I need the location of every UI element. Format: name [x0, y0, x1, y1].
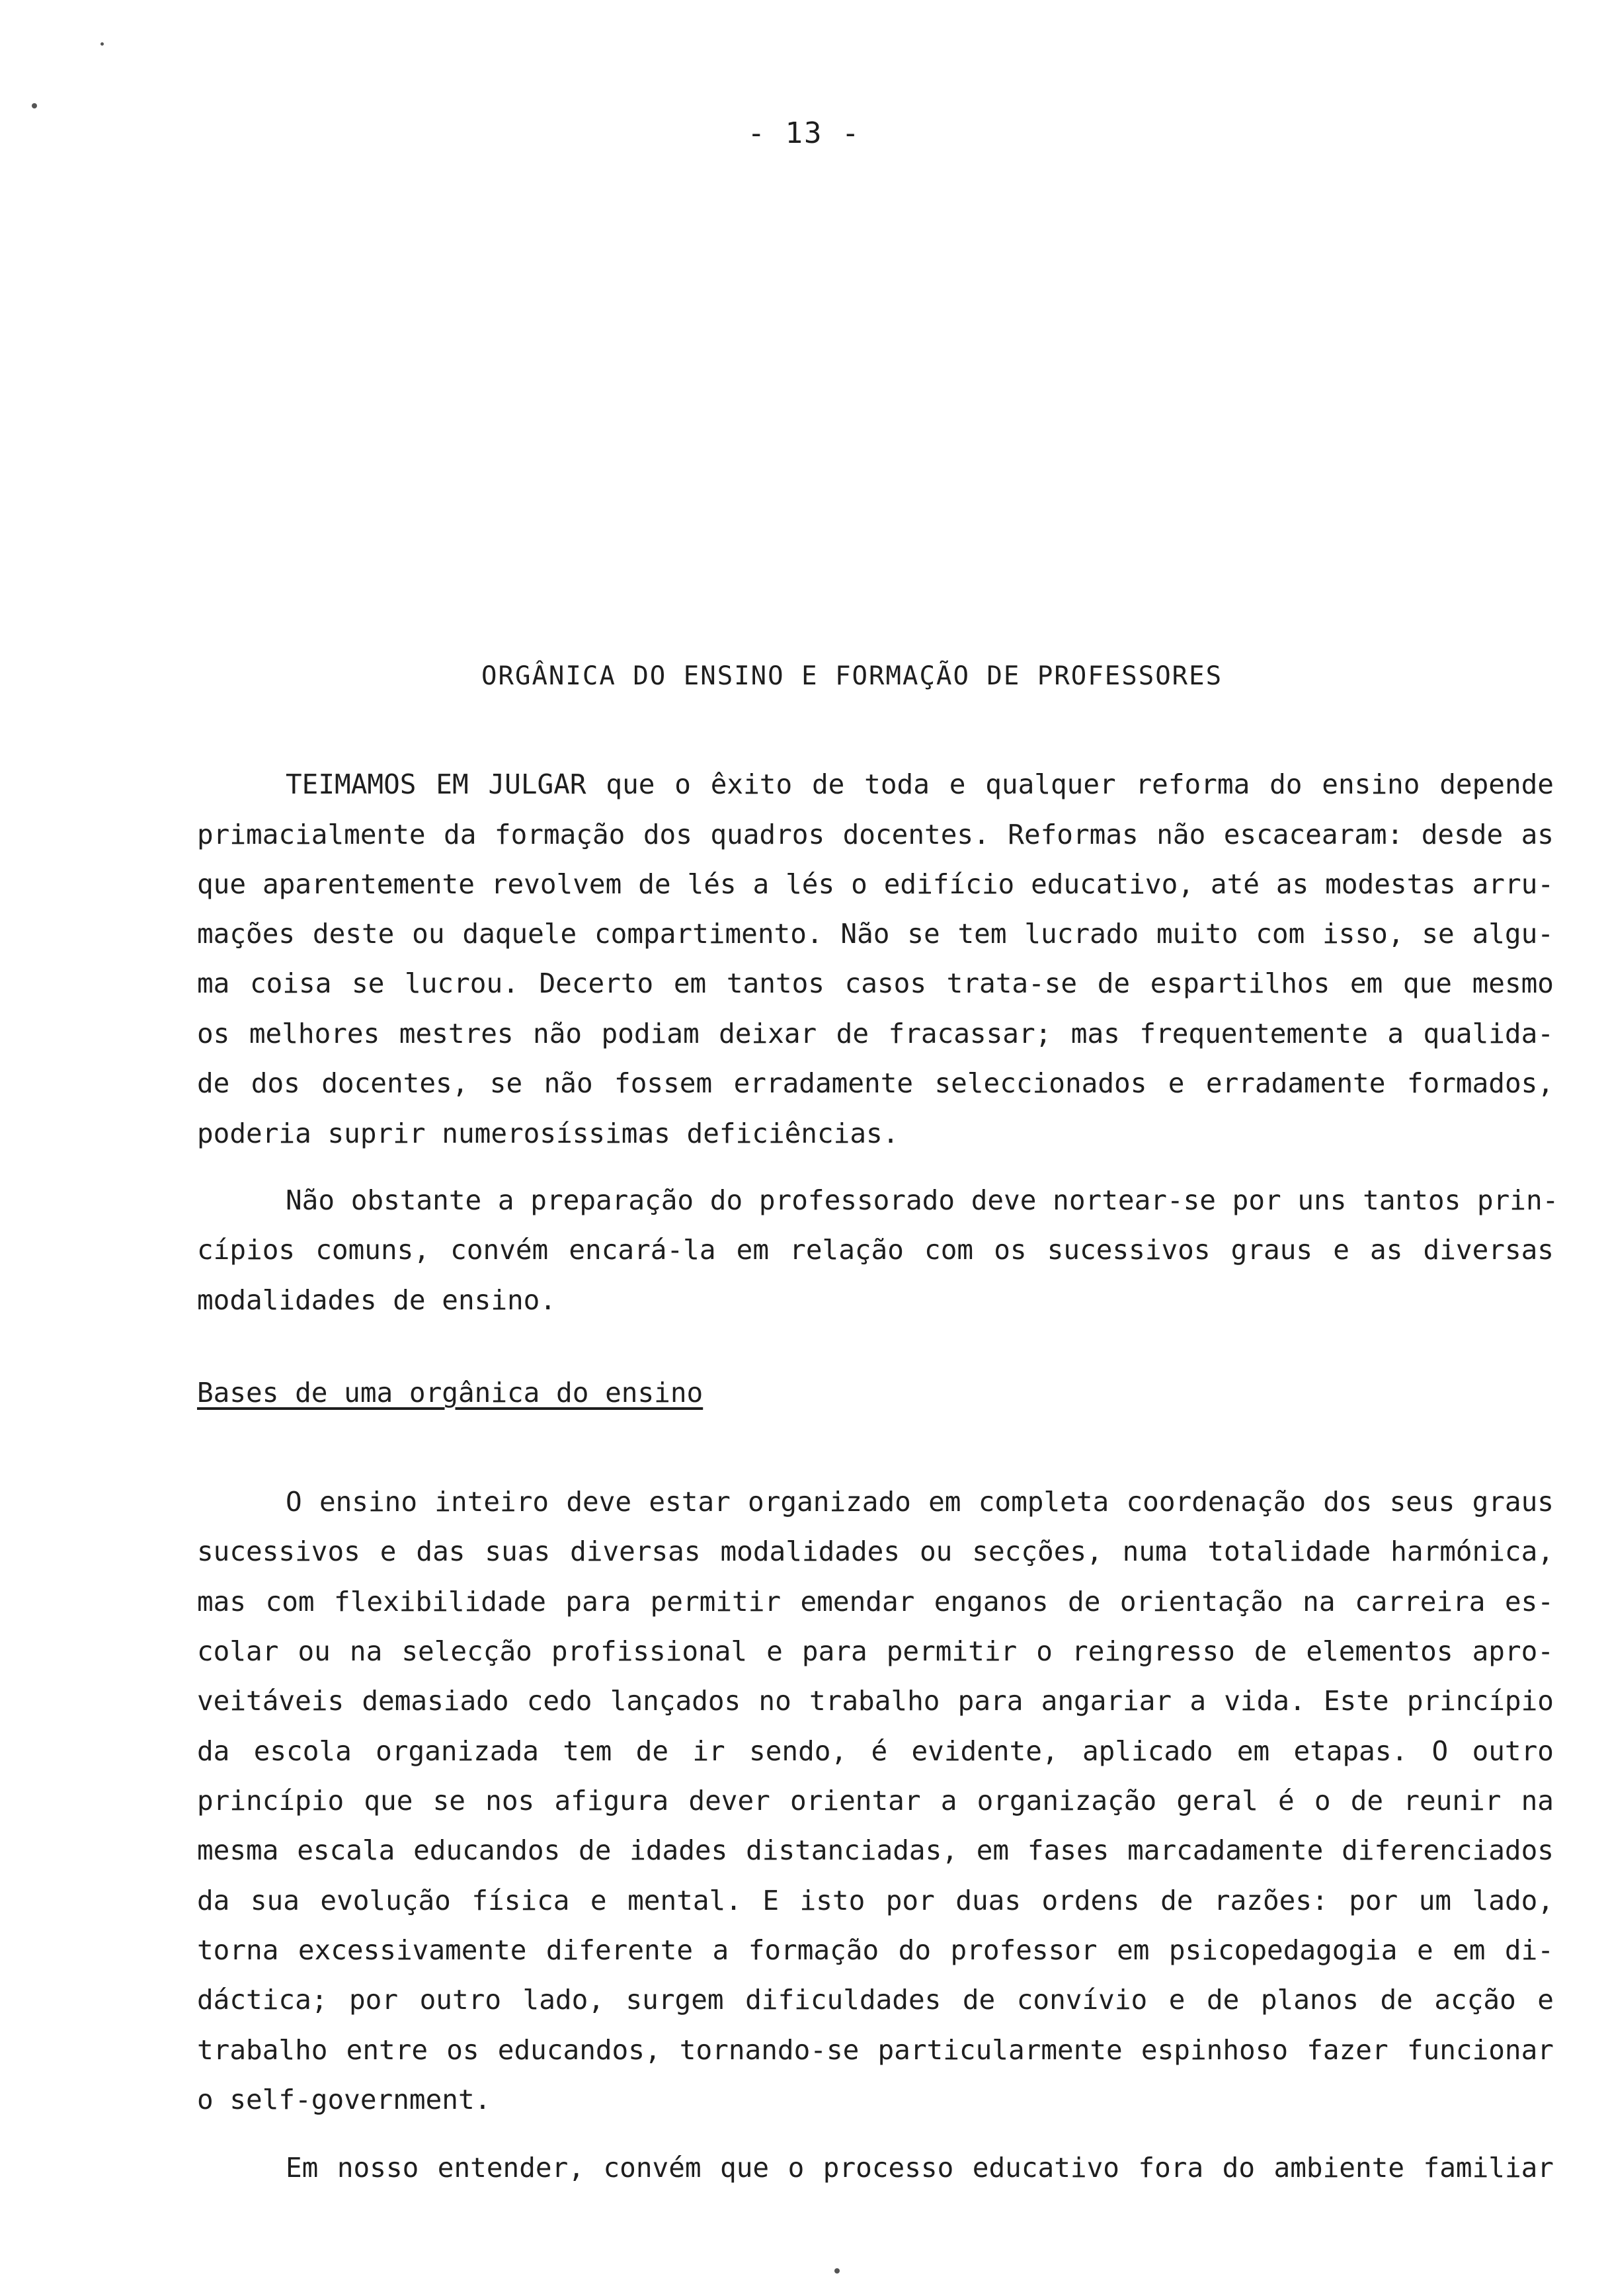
section-paragraph-1-line-4: colar ou na selecção profissional e para permitir o reingresso de elementos apro-: [197, 1635, 1554, 1667]
paragraph-1-line-6: os melhores mestres não podiam deixar de fracassar; mas frequentemente a qualida-: [197, 1018, 1554, 1049]
paragraph-2-line-2: cípios comuns, convém encará-la em relação com os sucessivos graus e as diversas: [197, 1234, 1554, 1266]
paragraph-1-line-2: primacialmente da formação dos quadros docentes. Reformas não escacearam: desde as: [197, 819, 1554, 850]
section-paragraph-1-line-10: torna excessivamente diferente a formação do professor em psicopedagogia e em di-: [197, 1934, 1554, 1966]
section-paragraph-1-line-12: trabalho entre os educandos, tornando-se particularmente espinhoso fazer funcionar: [197, 2034, 1554, 2066]
section-paragraph-1-line-7: princípio que se nos afigura dever orientar a organização geral é o de reunir na: [197, 1785, 1554, 1817]
section-paragraph-1-line-9: da sua evolução física e mental. E isto por duas ordens de razões: por um lado,: [197, 1885, 1554, 1916]
paragraph-2-line-3: modalidades de ensino.: [197, 1284, 557, 1316]
section-paragraph-1-line-1: O ensino inteiro deve estar organizado em completa coordenação dos seus graus: [286, 1486, 1554, 1518]
paragraph-2-line-1: Não obstante a preparação do professorado deve nortear-se por uns tantos prin-: [286, 1184, 1559, 1216]
section-paragraph-1-line-6: da escola organizada tem de ir sendo, é evidente, aplicado em etapas. O outro: [197, 1735, 1554, 1767]
section-paragraph-1-line-5: veitáveis demasiado cedo lançados no trabalho para angariar a vida. Este princípio: [197, 1685, 1554, 1717]
scan-speck: [32, 103, 37, 108]
page-number: - 13 -: [747, 116, 861, 150]
page-title: ORGÂNICA DO ENSINO E FORMAÇÃO DE PROFESSORES: [481, 661, 1223, 691]
section-paragraph-1-line-2: sucessivos e das suas diversas modalidades ou secções, numa totalidade harmónica,: [197, 1536, 1554, 1567]
paragraph-1-line-7: de dos docentes, se não fossem erradamente seleccionados e erradamente formados,: [197, 1067, 1554, 1099]
paragraph-1-line-5: ma coisa se lucrou. Decerto em tantos casos trata-se de espartilhos em que mesmo: [197, 967, 1554, 999]
paragraph-1-line-4: mações deste ou daquele compartimento. Não se tem lucrado muito com isso, se algu-: [197, 918, 1554, 950]
section-paragraph-1-line-3: mas com flexibilidade para permitir emendar enganos de orientação na carreira es-: [197, 1586, 1554, 1618]
section-paragraph-1-line-8: mesma escala educandos de idades distanciadas, em fases marcadamente diferenciados: [197, 1834, 1554, 1866]
paragraph-1-line-3: que aparentemente revolvem de lés a lés o edifício educativo, até as modestas arru-: [197, 868, 1554, 900]
section-paragraph-1-line-11: dáctica; por outro lado, surgem dificuldades de convívio e de planos de acção e: [197, 1984, 1554, 2016]
section-paragraph-2-line-1: Em nosso entender, convém que o processo educativo fora do ambiente familiar: [286, 2152, 1554, 2184]
scan-speck: [834, 2268, 840, 2274]
scan-speck: [100, 42, 104, 46]
section-paragraph-1-line-13: o self-government.: [197, 2084, 491, 2115]
paragraph-1-line-1: TEIMAMOS EM JULGAR que o êxito de toda e qualquer reforma do ensino depende: [286, 768, 1554, 800]
section-heading: Bases de uma orgânica do ensino: [197, 1377, 704, 1409]
paragraph-1-line-8: poderia suprir numerosíssimas deficiências.: [197, 1118, 899, 1149]
